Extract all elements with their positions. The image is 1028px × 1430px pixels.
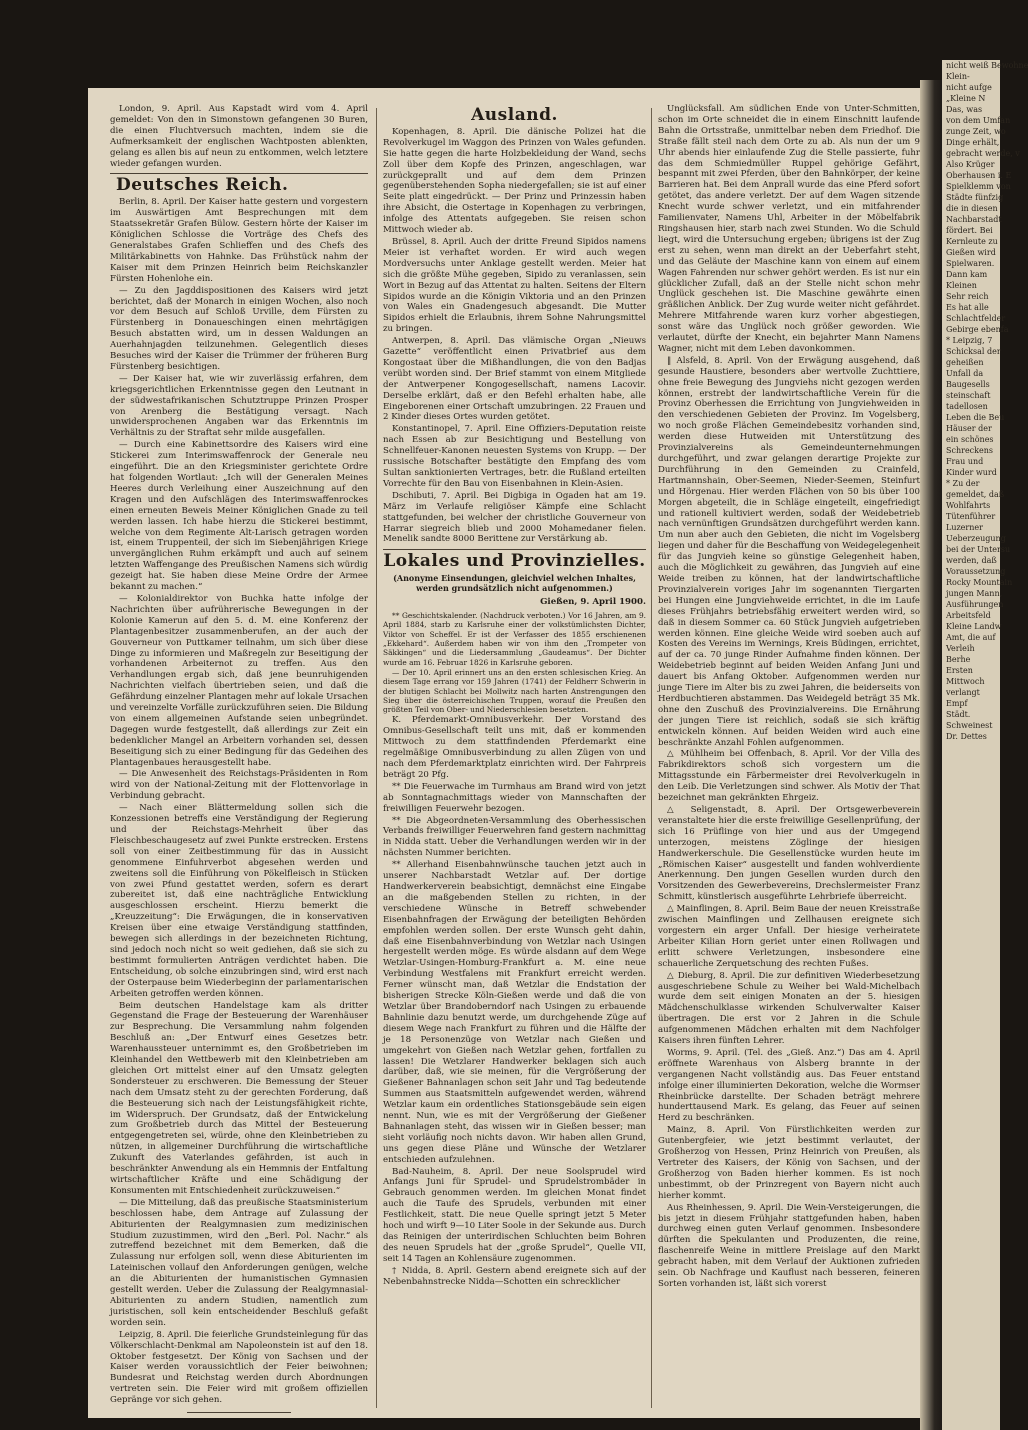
- edge-text-fragment: Luzerner: [946, 523, 983, 532]
- edge-text-fragment: Städt.: [946, 710, 971, 719]
- column-3-articles: [658, 104, 920, 1290]
- article-paragraph: Leipzig, 8. April. Die feierliche Grundsteinlegung für das Völkerschlacht-Denkmal am Napoleonstein ist auf den 18. Oktober festgesetzt. Der König von Sachsen und der Kaiser werden voraussichtlich der Feier beiwohnen; Bundesrat und Reichstag werden durch Abordnungen vertreten sein. Die Feier wird mit großem offiziellen Gepränge vor sich gehen.: [110, 1329, 368, 1406]
- edge-text-fragment: * Leipzig, 7: [946, 336, 993, 345]
- column-1: [110, 104, 368, 1413]
- article-paragraph: Unglücksfall. Am südlichen Ende von Unter-Schmitten, schon im Orte schneidet die in einem Einschnitt laufende Bahn die Ortsstraße, unmittelbar neben dem Friedhof. Die Straße fällt steil nach dem Orte zu ab. Als nun der um 9 Uhr abends hier einlaufende Zug die Stelle passierte, fuhr das dem Schmiedmüller Ruppel gehörige Gefährt, bespannt mit zwei Pferden, über den Bahnkörper, der keine Barrieren hat. Bei dem Anprall wurde das eine Pferd sofort getötet, das andere verletzt. Der auf dem Wagen sitzende Knecht wurde schwer verletzt, und ein mitfahrender Familienvater, Namens Uhl, Arbeiter in der Möbelfabrik Ringshausen hier, starb nach zwei Stunden. Wo die Schuld liegt, wird die Untersuchung ergeben; übrigens ist der Zug erst zu sehen, wenn man direkt an der Ueberfahrt steht, und das Geläute der Maschine kann von einem auf einem Wagen Fahrenden nur schwer gehört werden. Es ist nur ein glücklicher Zufall, daß an der Stelle nicht schon mehr Unglück geschehen ist. Die Maschine gewährte einen gräßlichen Anblick. Der Zug wurde weiter nicht gefährdet. Mehrere Mitfahrende waren kurz vorher abgestiegen, sonst wäre das Unglück noch größer geworden. Wie verlautet, dürfte der Knecht, ein bejahrter Mann Namens Wagner, nicht mit dem Leben davonkommen.: [658, 104, 920, 354]
- column-3: [658, 104, 920, 1291]
- edge-text-fragment: Oberhausen i. E: [946, 171, 1012, 180]
- edge-text-fragment: Kleinen: [946, 281, 977, 290]
- edge-text-fragment: nicht weiß Bewohne: [946, 61, 1028, 70]
- edge-text-fragment: Spielwaren.: [946, 259, 995, 268]
- article-paragraph: — Die Anwesenheit des Reichstags-Präsidenten in Rom wird von der National-Zeitung mit der Flottenvorlage in Verbindung gebracht.: [110, 769, 368, 802]
- column-divider-right: [651, 108, 652, 1408]
- dateline: Gießen, 9. April 1900.: [540, 597, 646, 608]
- edge-text-fragment: von dem Umfan: [946, 116, 1011, 125]
- edge-text-fragment: „Kleine N: [946, 94, 986, 103]
- column-end-rule: [187, 1412, 290, 1413]
- article-paragraph: — Der Kaiser hat, wie wir zuverlässig erfahren, dem kriegsgerichtlichen Erkenntnisse gegen den Leutnant in der südwestafrikanischen Schutztruppe Prinzen Prosper von Arenberg die Bestätigung versagt. Nach unwidersprochenen Angaben war das Erkenntnis im Verhältnis zu der Straftat sehr milde ausgefallen.: [110, 373, 368, 439]
- edge-text-fragment: Ueberzeugung: [946, 534, 1006, 543]
- edge-text-fragment: Dinge erhält,: [946, 138, 1000, 147]
- column-divider-left: [376, 108, 377, 1408]
- article-paragraph: ** Die Abgeordneten-Versammlung des Oberhessischen Verbands freiwilliger Feuerwehren fand gestern nachmittag in Nidda statt. Ueber die Verhandlungen werden wir in der nächsten Nummer berichten.: [383, 815, 646, 859]
- edge-text-fragment: Schicksal der: [946, 347, 1001, 356]
- edge-text-fragment: Nachbarstadt: [946, 215, 1002, 224]
- article-paragraph: △ Seligenstadt, 8. April. Der Ortsgewerbeverein veranstaltete hier die erste freiwillige Gesellenprüfung, der sich 16 Prüflinge von hier und aus der Umgegend unterzogen, meistens Zöglinge der hiesigen Handwerkerschule. Die Gesellenstücke wurden heute im „Römischen Kaiser“ ausgestellt und fanden wohlverdiente Anerkennung. Den jungen Gesellen wurden durch den Vorsitzenden des Gewerbevereins, Drechslermeister Franz Schmitt, künstlerisch ausgeführte Lehrbriefe überreicht.: [658, 805, 920, 903]
- edge-text-fragment: nicht aufge: [946, 83, 992, 92]
- section-heading-deutsches-reich: Deutsches Reich.: [116, 175, 289, 196]
- edge-text-fragment: Unfall da: [946, 369, 984, 378]
- section-heading-ausland: Ausland.: [471, 105, 558, 125]
- edge-text-fragment: gebracht werde, v: [946, 149, 1020, 158]
- article-paragraph: Antwerpen, 8. April. Das vlämische Organ „Nieuws Gazette“ veröffentlicht einen Privatbrief aus dem Kongostaat über die Mißhandlungen, die von den Badjas verübt worden sind. Der Brief stammt von einem Mitgliede der Antwerpener Kongogesellschaft, namens Lacovir. Derselbe erklärt, daß er den Befehl erhalten habe, alle Eingeborenen einer Ortschaft umzubringen. 22 Frauen und 2 Kinder dieses Ortes wurden getötet.: [383, 336, 646, 423]
- edge-text-fragment: Ausführungen: [946, 600, 1004, 609]
- edge-text-fragment: steinschaft: [946, 391, 991, 400]
- ausland-articles: [383, 127, 646, 545]
- edge-text-fragment: Kinder wurd: [946, 468, 997, 477]
- edge-text-fragment: Voraussetzung: [946, 567, 1006, 576]
- edge-text-fragment: Dr. Dettes: [946, 732, 987, 741]
- article-paragraph: △ Mainflingen, 8. April. Beim Baue der neuen Kreisstraße zwischen Mainflingen und Zellhausen ereignete sich vorgestern ein arger Unfall. Der hiesige verheiratete Arbeiter Kilian Horn geriet unter einen Rollwagen und erlitt schwere Verletzungen, insbesondere eine schauerliche Zerquetschung des rechten Fußes.: [658, 904, 920, 969]
- london-dispatch: London, 9. April. Aus Kapstadt wird vom 4. April gemeldet: Von den in Simonstown gefangenen 30 Buren, die einen Fluchtversuch machten, indem sie die Aufmerksamkeit der englischen Wachtposten ablenkten, gelang es allen bis auf neun zu entkommen, welch letztere wieder gefangen wurden.: [110, 104, 368, 169]
- edge-text-fragment: Leben die Beu: [946, 413, 1005, 422]
- article-paragraph: ** Die Feuerwache im Turmhaus am Brand wird von jetzt ab Sonntagnachmittags wieder von Mannschaften der freiwilligen Feuerwehr bezogen.: [383, 781, 646, 814]
- edge-text-fragment: Schlachtfelder: [946, 314, 1006, 323]
- article-paragraph: Bad-Nauheim, 8. April. Der neue Soolsprudel wird Anfangs Juni für Sprudel- und Sprudelstrombäder in Gebrauch genommen werden. Im gleichen Monat findet auch die Taufe des Sprudels, verbunden mit einer Festlichkeit, statt. Die neue Quelle springt jetzt 5 Meter hoch und wirft 9—10 Liter Soole in der Sekunde aus. Durch das Reinigen der unterirdischen Schluchten beim Bohren des neuen Sprudels hat der „große Sprudel“, Quelle VII, seit 14 Tagen an Kohlensäure zugenommen.: [383, 1166, 646, 1264]
- edge-text-fragment: Schweinest: [946, 721, 993, 730]
- edge-text-fragment: Kernleute zu: [946, 237, 998, 246]
- edge-text-fragment: bei der Untersu: [946, 545, 1011, 554]
- edge-text-fragment: Berhe: [946, 655, 971, 664]
- section-heading-lokales: Lokales und Provinzielles.: [383, 551, 646, 572]
- article-paragraph: Beim deutschen Handelstage kam als dritter Gegenstand die Frage der Besteuerung der Warenhäuser zur Besprechung. Die Versammlung nahm folgenden Beschluß an: „Der Entwurf eines Gesetzes betr. Warenhaussteuer unternimmt es, den Großbetrieben im Kleinhandel den Wettbewerb mit den Kleinbetrieben am gleichen Ort mittelst einer auf den Umsatz gelegten Sondersteuer zu erschweren. Die Bemessung der Steuer nach dem Umsatz steht zu der gerechten Forderung, daß die Besteuerung sich nach der Leistungsfähigkeit richte, im Widerspruch. Der Grundsatz, daß der Entwickelung zum Großbetrieb durch das Mittel der Besteuerung entgegengetreten sei, würde, ohne den Kleinbetrieben zu nützen, in allgemeiner Durchführung die wirtschaftliche Zukunft des Vaterlandes gefährden, ist auch in beschränkter Anwendung als ein Hemmnis der Entfaltung wirtschaftlicher Kräfte und eine Schädigung der Konsumenten mit Entschiedenheit zurückzuweisen.“: [110, 1000, 368, 1196]
- article-paragraph: — Zu den Jagddispositionen des Kaisers wird jetzt berichtet, daß der Monarch in einigen Wochen, also noch vor dem Besuch auf Schloß Urville, dem Fürsten zu Fürstenberg in Donaueschingen einen mehrtägigen Besuch abstatten wird, um in dessen Waldungen an Auerhahnjagden teilzunehmen. Gelegentlich dieses Besuches wird der Kaiser die Trümmer der früheren Burg Fürstenberg besichtigen.: [110, 285, 368, 372]
- edge-text-fragment: Rocky Mountain: [946, 578, 1013, 587]
- edge-text-fragment: Baugesells: [946, 380, 990, 389]
- edge-text-fragment: geheißen: [946, 358, 984, 367]
- article-paragraph: Konstantinopel, 7. April. Eine Offiziers-Deputation reiste nach Essen ab zur Besichtigung und Bestellung von Schnellfeuer-Kanonen neuesten Systems von Krupp. — Der russische Botschafter bestätigte den Empfang des vom Sultan sanktionierten Vertrages, betr. die Rußland erteilten Vorrechte für den Bau von Eisenbahnen in Klein-Asien.: [383, 424, 646, 489]
- article-paragraph: Worms, 9. April. (Tel. des „Gieß. Anz.“) Das am 4. April eröffnete Warenhaus von Alsberg brannte in der vergangenen Nacht vollständig aus. Das Feuer entstand infolge einer illuminierten Dekoration, welche die Wormser Rheinbrücke darstellte. Der Schaden beträgt mehrere hunderttausend Mark. Es gelang, das Feuer auf seinen Herd zu beschränken.: [658, 1047, 920, 1124]
- edge-text-fragment: Es hat alle: [946, 303, 989, 312]
- edge-text-fragment: verlangt: [946, 688, 980, 697]
- edge-text-fragment: Tütenführer: [946, 512, 996, 521]
- history-note: — Der 10. April erinnert uns an den ersten schlesischen Krieg. An diesem Tage errang vor 159 Jahren (1741) der Feldherr Schwerin in der blutigen Schlacht bei Mollwitz nach harten Anstrengungen den Sieg über die österreichischen Truppen, worauf die Preußen den größten Teil von Ober- und Niederschlesien besetzten.: [383, 667, 646, 715]
- book-gutter: [920, 80, 944, 1430]
- edge-text-fragment: Ersten: [946, 666, 973, 675]
- edge-text-fragment: werden, daß: [946, 556, 997, 565]
- edge-text-fragment: Gießen wird: [946, 248, 996, 257]
- edge-text-fragment: Kleine Landw: [946, 622, 1002, 631]
- edge-text-fragment: Dann kam: [946, 270, 988, 279]
- article-paragraph: △ Dieburg, 8. April. Die zur definitiven Wiederbesetzung ausgeschriebene Schule zu Weiher bei Wald-Michelbach wurde dem seit einigen Monaten an der 5. hiesigen Mädchenschulklasse wirkenden Schulverwalter Kaiser übertragen. Die erst vor 2 Jahren in die Schule aufgenommenen Mädchen erhalten mit dem Nachfolger Kaisers ihren fünften Lehrer.: [658, 970, 920, 1047]
- edge-text-fragment: Empf: [946, 699, 968, 708]
- edge-text-fragment: Schreckens: [946, 446, 993, 455]
- edge-text-fragment: Verleih: [946, 644, 975, 653]
- edge-text-fragment: * Zu der: [946, 479, 980, 488]
- edge-text-fragment: Das, was: [946, 105, 983, 114]
- edge-text-fragment: Arbeitsfeld: [946, 611, 991, 620]
- article-paragraph: Dschibuti, 7. April. Bei Digbiga in Ogaden hat am 19. März im Verlaufe religiöser Kämpfe eine Schlacht stattgefunden, bei welcher der christliche Gouverneur von Harrar siegreich blieb und 2000 Mohamedaner fielen. Menelik sandte 8000 Berittene zur Verstärkung ab.: [383, 490, 646, 545]
- edge-text-fragment: fördert. Bei: [946, 226, 993, 235]
- article-paragraph: — Durch eine Kabinettsordre des Kaisers wird eine Stickerei zum Interimswaffenrock der Generale neu eingeführt. Die an den Kriegsminister gerichtete Ordre hat folgenden Wortlaut: „Ich will der Generalen Meines Heeres durch Verleihung einer Auszeichnung auf den Kragen und den Aufschlägen des Interimswaffenrockes einen erneuten Beweis Meiner Königlichen Gnade zu teil werden lassen. Ich habe hierzu die Stickerei bestimmt, welche von dem Regimente Alt-Larisch getragen worden ist, einem Truppenteil, der sich im Siebenjährigen Kriege unvergänglichen Ruhm erkämpft und auch auf seinem letzten Waffengange des Preußischen Namens sich würdig gezeigt hat. Sie haben diese Meine Ordre der Armee bekannt zu machen.“: [110, 440, 368, 593]
- edge-text-fragment: Mittwoch: [946, 677, 985, 686]
- adjacent-page-edge: [942, 60, 1028, 1430]
- edge-text-fragment: Gebirge ebenfa: [946, 325, 1009, 334]
- edge-text-fragment: zunge Zeit, wo: [946, 127, 1006, 136]
- article-paragraph: Mainz, 8. April. Von Fürstlichkeiten werden zur Gutenbergfeier, wie jetzt bestimmt verlautet, der Großherzog von Hessen, Prinz Heinrich von Preußen, als Vertreter des Kaisers, der König von Sachsen, und der Großherzog von Baden hierher kommen. Es ist noch unbestimmt, ob der Prinzregent von Bayern nicht auch hierher kommt.: [658, 1125, 920, 1201]
- edge-text-fragment: gemeldet, daß: [946, 490, 1005, 499]
- article-paragraph: Brüssel, 8. April. Auch der dritte Freund Sipidos namens Meier ist verhaftet worden. Er wird auch wegen Mordversuchs unter Anklage gestellt werden. Meier hat sich die größte Mühe gegeben, Sipido zu veranlassen, sein Wort in Bezug auf das Attentat zu halten. Seitens der Eltern Sipidos wurde an die Königin Viktoria und an den Prinzen von Wales ein Gnadengesuch abgesandt. Die Mutter Sipidos erhielt die Erlaubnis, ihrem Sohne Nahrungsmittel zu bringen.: [383, 236, 646, 335]
- edge-text-fragment: Spielklemm von: [946, 182, 1011, 191]
- section-rule: [383, 549, 646, 550]
- column-2: [383, 104, 646, 1289]
- article-paragraph: — Die Mitteilung, daß das preußische Staatsministerium beschlossen habe, dem Antrage auf Zulassung der Abiturienten der Realgymnasien zum medizinischen Studium zuzustimmen, wird den „Berl. Pol. Nachr.“ als zutreffend bezeichnet mit dem Bemerken, daß die Zulassung nur erfolgen soll, wenn diese Abiturienten im Lateinischen vollauf den Anforderungen genügen, welche an die Abiturienten der humanistischen Gymnasien gestellt werden. Ueber die Zulassung der Realgymnasial-Abiturienten zu andern Studien, namentlich zum juristischen, soll kein entscheidender Beschluß gefaßt worden sein.: [110, 1197, 368, 1328]
- edge-text-fragment: Sehr reich: [946, 292, 989, 301]
- edge-text-fragment: Also Krüger: [946, 160, 995, 169]
- edge-text-fragment: die in diesen: [946, 204, 998, 213]
- history-calendar: [383, 611, 646, 714]
- section-rule: [110, 173, 368, 174]
- article-paragraph: △ Mühlheim bei Offenbach, 8. April. Vor der Villa des Fabrikdirektors schoß sich vorgestern um die Mittagsstunde ein Färbermeister drei Revolverkugeln in den Leib. Die Verletzungen sind schwer. Als Motiv der That bezeichnet man gekränkten Ehrgeiz.: [658, 749, 920, 804]
- edge-text-fragment: Wohlfahrts: [946, 501, 991, 510]
- article-paragraph: ‖ Alsfeld, 8. April. Von der Erwägung ausgehend, daß gesunde Haustiere, besonders aber wertvolle Zuchttiere, ohne freie Bewegung des Jungviehs nicht gezogen werden können, erstrebt der landwirtschaftliche Verein für die Provinz Oberhessen die Errichtung von Jungviehweiden in den verschiedenen Gebieten der Provinz. Im Vogelsberg, wo noch große Flächen Gemeindebesitz vorhanden sind, werden diese Hutweiden mit Unterstützung des Provinzialvereins als Gemeindeunternehmungen durchgeführt, und zwar gelangen derartige Projekte zur Durchführung in den Gemeinden zu Crainfeld, Hartmannshain, Ober-Seemen, Nieder-Seemen, Steinfurt und Hörgenau. Hier werden Flächen von 50 bis über 100 Morgen abgeteilt, die in Schläge eingeteilt, eingefriedigt und rationell kultiviert werden, sodaß der Weidebetrieb nach vernünftigen Grundsätzen durchgeführt werden kann. Um nun aber auch den Gebieten, die nicht im Vogelsberg liegen und daher für die Beschaffung von Weidegelegenheit für das Jungvieh keine so günstige Gelegenheit haben, auch die Möglichkeit zu gewähren, das Jungvieh auf eine Weide treiben zu können, hat der landwirtschaftliche Provinzialverein voriges Jahr im sogenannten Tiergarten bei Hungen eine Jungviehweide errichtet, in die im Laufe dieses Frühjahrs betriebsfähig erweitert werden wird, so daß in diesem Sommer ca. 60 Stück Jungvieh aufgetrieben werden können. Eine gleiche Weide wird soeben auch auf Kosten des Vereins im Wernings, Kreis Büdingen, errichtet, auf der ca. 70 junge Rinder Aufnahme finden können. Der Weidebetrieb beginnt auf beiden Weiden Anfang Juni und dauert bis Anfang Oktober. Aufgenommen werden nur junge Tiere im Alter bis zu zwei Jahren, die beiderseits von Herdbuchtieren abstammen. Das Weidegeld beträgt 35 Mk. ohne den Zuschuß des Provinzialvereins. Die Ernährung der jungen Tiere ist reichlich, sodaß sie sich kräftig entwickeln können. Auf beiden Weiden wird auch eine beschränkte Anzahl Fohlen aufgenommen.: [658, 355, 920, 748]
- edge-text-fragment: jungen Mann,: [946, 589, 1003, 598]
- article-paragraph: — Kolonialdirektor von Buchka hatte infolge der Nachrichten über aufrührerische Bewegungen in der Kolonie Kamerun auf den 5. d. M. eine Konferenz der Plantagenbesitzer zusammenberufen, an der auch der Gouverneur von Puttkamer teilnahm, um sich über diese Dinge zu informieren und Maßregeln zur Beseitigung der vorhandenen Arbeiternot zu treffen. Aus den Verhandlungen ergab sich, daß jene beunruhigenden Nachrichten vielfach übertrieben seien, und daß die Gefährdung einzelner Plantagen mehr auf lokale Ursachen und vereinzelte Vorfälle zurückzuführen seien. Die Bildung von einem allgemeinen Aufstande seien unbegründet. Dagegen wurde festgestellt, daß allerdings zur Zeit ein bedenklicher Mangel an Arbeitern vorhanden sei, dessen Beseitigung sich zu einer Bedingung für das Gedeihen des Plantagenbaues herausgestellt habe.: [110, 593, 368, 768]
- edge-text-fragment: Städte fünfzig: [946, 193, 1004, 202]
- article-paragraph: ** Allerhand Eisenbahnwünsche tauchen jetzt auch in unserer Nachbarstadt Wetzlar auf. Der dortige Handwerkerverein beabsichtigt, demnächst eine Eingabe an die maßgebenden Stellen zu richten, in der verschiedene Wünsche in Betreff schwebender Eisenbahnfragen der Erwägung der beteiligten Behörden empfohlen werden sollen. Der erste Wunsch geht dahin, daß eine Eisenbahnverbindung von Wetzlar nach Usingen hergestellt werden möge. Es würde alsdann auf dem Wege Wetzlar-Usingen-Homburg-Frankfurt a. M. eine neue Verbindung Westfalens mit Frankfurt erreicht werden. Ferner wünscht man, daß Wetzlar die Endstation der bisherigen Strecke Köln-Gießen werde und daß die von Wetzlar über Brandoberndorf nach Usingen zu erbauende Bahnlinie dazu benutzt werde, um durchgehende Züge auf diesem Wege nach Frankfurt zu führen und die Hälfte der je 18 Personenzüge von Wetzlar nach Gießen und umgekehrt von Gießen nach Wetzlar gehen, fortfallen zu lassen! Die Wetzlarer Handwerker beklagen sich auch darüber, daß, wie sie meinen, für die Vergrößerung der Gießener Bahnanlagen schon seit Jahr und Tag bedeutende Summen aus Staatsmitteln aufgewendet werden, während Wetzlar kaum ein ordentliches Stationsgebäude sein eigen nennt. Nun, wie es mit der Vergrößerung der Gießener Bahnanlagen steht, das wissen wir in Gießen besser; man sieht vorläufig noch nichts davon. Wir haben allen Grund, uns gegen diese Pläne und Wünsche der Wetzlarer entschieden aufzulehnen.: [383, 860, 646, 1165]
- edge-text-fragment: Amt, die auf: [946, 633, 996, 642]
- article-paragraph: Kopenhagen, 8. April. Die dänische Polizei hat die Revolverkugel im Waggon des Prinzen von Wales gefunden. Sie hatte gegen die harte Holzbekleidung der Wand, sechs Zoll über dem Kopfe des Prinzen, angeschlagen, war zurückgeprallt und auf dem dem Prinzen gegenüberstehenden Sopha niedergefallen; sie ist auf einer Seite platt eingedrückt. — Der Prinz und Prinzessin haben ihre Absicht, die Ostertage in Kopenhagen zu verbringen, infolge des Attentats aufgegeben. Sie reisen schon Mittwoch wieder ab.: [383, 126, 646, 236]
- article-paragraph: Aus Rheinhessen, 9. April. Die Wein-Versteigerungen, die bis jetzt in diesem Frühjahr stattgefunden haben, haben durchweg einen guten Verlauf genommen. Insbesondere dürften die Spekulanten und Produzenten, die reine, flaschenreife Weine in mittlere Preislage auf den Markt gebracht haben, mit dem Verlauf der Auktionen zufrieden sein. Ob Nachfrage und Kauflust nach besseren, feineren Sorten vorhanden ist, läßt sich vorerst: [658, 1202, 920, 1289]
- history-note: ** Geschichtskalender. (Nachdruck verboten.) Vor 16 Jahren, am 9. April 1884, starb zu Karlsruhe einer der volkstümlichsten Dichter, Viktor von Scheffel. Er ist der Verfasser des 1855 erschienenen „Ekkehard“. Außerdem haben wir von ihm den „Trompeter von Säkkingen“ und die Liedersammlung „Gaudeamus“. Der Dichter wurde am 16. Februar 1826 in Karlsruhe geboren.: [383, 611, 646, 667]
- article-paragraph: Berlin, 8. April. Der Kaiser hatte gestern und vorgestern im Auswärtigen Amt Besprechungen mit dem Staatssekretär Grafen Bülow. Gestern hörte der Kaiser im Königlichen Schlosse die Vorträge des Chefs des Generalstabes Grafen Schlieffen und des Chefs des Militärkabinetts von Hahnke. Das Frühstück nahm der Kaiser mit dem Prinzen Heinrich beim Reichskanzler Fürsten Hohenlohe ein.: [110, 197, 368, 284]
- edge-text-fragment: ein schönes: [946, 435, 994, 444]
- article-paragraph: † Nidda, 8. April. Gestern abend ereignete sich auf der Nebenbahnstrecke Nidda—Schotten ein schrecklicher: [383, 1265, 646, 1287]
- column-1-articles: [110, 197, 368, 1406]
- local-articles: [383, 715, 646, 1287]
- section-subheading: (Anonyme Einsendungen, gleichviel welchen Inhaltes, werden grundsätzlich nicht aufgenommen.): [393, 573, 636, 594]
- edge-text-fragment: Frau und: [946, 457, 984, 466]
- article-paragraph: K. Pferdemarkt-Omnibusverkehr. Der Vorstand des Omnibus-Gesellschaft teilt uns mit, daß er kommenden Mittwoch zu dem stattfindenden Pferdemarkt eine regelmäßige Omnibusverbindung zu allen Zügen von und nach dem Pferdemarktplatz einrichten wird. Der Fahrpreis beträgt 20 Pfg.: [383, 715, 646, 780]
- article-paragraph: — Nach einer Blättermeldung sollen sich die Konzessionen betreffs eine Verständigung der Regierung und der Reichstags-Mehrheit über das Fleischbeschaugesetz auf zwei Punkte erstrecken. Erstens soll von einer Zeitbestimmung für das in Aussicht genommene Einfuhrverbot abgesehen werden und zweitens soll die Einführung von Pökelfleisch in Stücken von zwei Pfund gestattet werden, sofern es derart zubereitet ist, daß eine nachträgliche Entwicklung ausgeschlossen erscheint. Hierzu bemerkt die „Kreuzzeitung“: Die Erwägungen, die in konservativen Kreisen über eine etwaige Verständigung stattfinden, bewegen sich allerdings in der bezeichneten Richtung, sind jedoch noch nicht so weit gediehen, daß sie sich zu bestimmt formulierten Anträgen verdichtet haben. Die Entscheidung, ob solche einzubringen sind, wird erst nach der Osterpause beim Wiederbeginn der parlamentarischen Arbeiten getroffen werden können.: [110, 803, 368, 999]
- edge-text-fragment: Klein-: [946, 72, 970, 81]
- edge-text-fragment: tadellosen: [946, 402, 988, 411]
- edge-text-fragment: Häuser der: [946, 424, 992, 433]
